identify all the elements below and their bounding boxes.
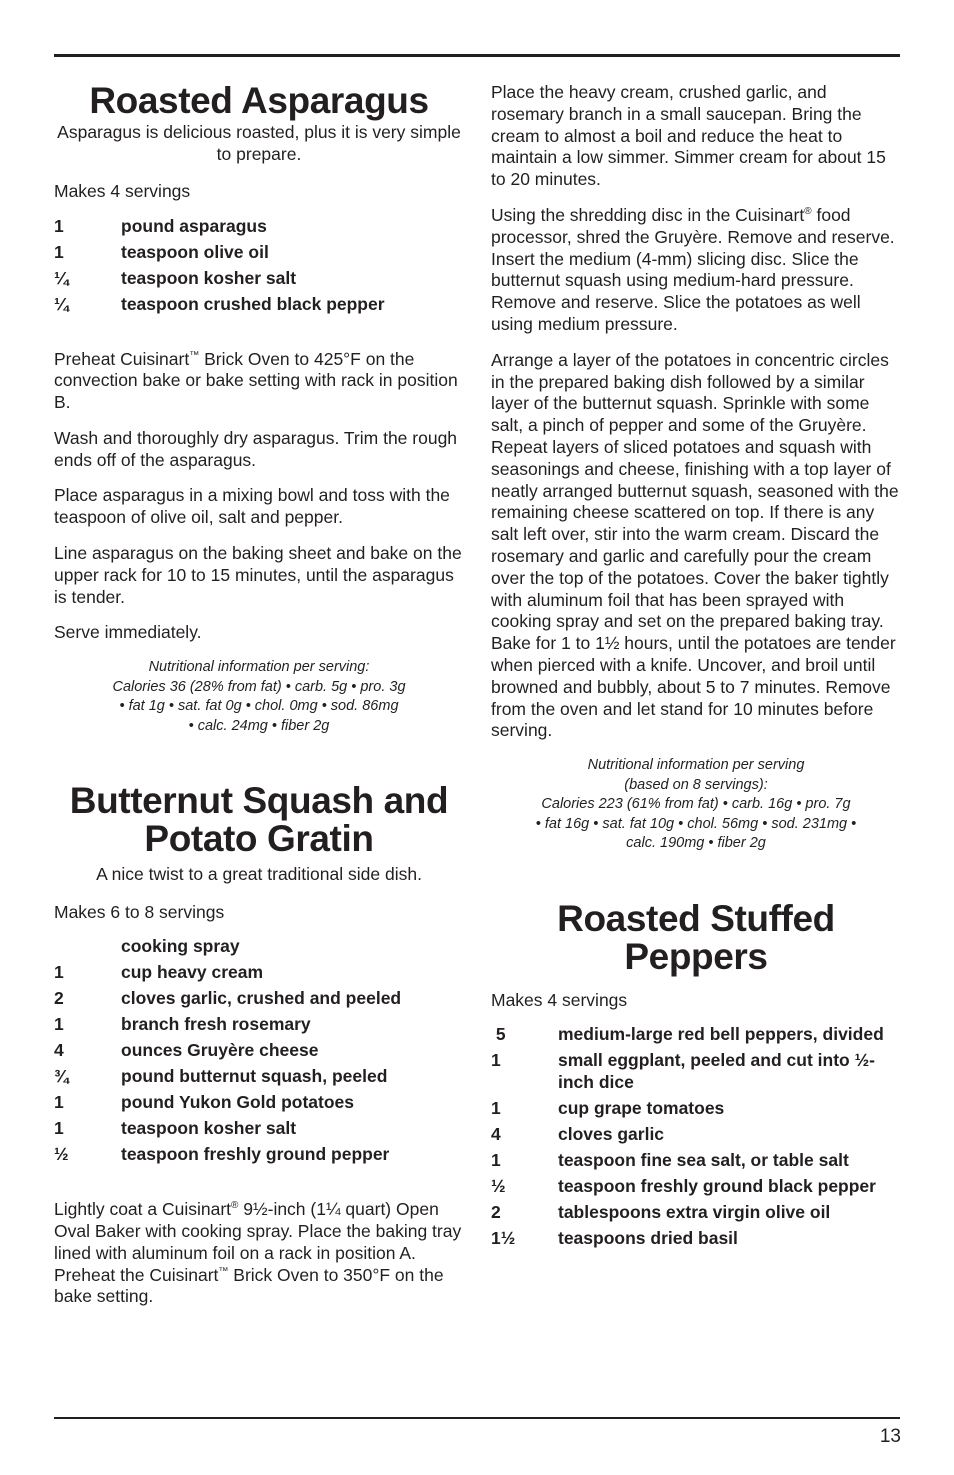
- servings: Makes 4 servings: [491, 989, 628, 1010]
- recipe-title: Roasted Asparagus: [89, 80, 429, 121]
- ingredient-item: pound butternut squash, peeled: [121, 1066, 388, 1087]
- ingredient-row: [491, 1227, 901, 1249]
- ingredient-item: pound Yukon Gold potatoes: [121, 1092, 355, 1113]
- ingredient-row: [54, 987, 464, 1009]
- ingredient-row: [491, 1023, 901, 1045]
- ingredient-row: [491, 1123, 901, 1145]
- ingredient-qty: 1: [54, 1118, 64, 1139]
- recipe-title: Roasted Stuffed Peppers: [557, 897, 835, 977]
- ingredient-qty: 1: [54, 215, 64, 236]
- recipe-butternut-squash-gratin: [54, 782, 464, 1308]
- ingredient-list: [491, 1023, 901, 1249]
- ingredient-qty: 1: [491, 1098, 501, 1119]
- top-rule: [54, 54, 900, 57]
- instruction-step: Using the shredding disc in the Cuisinart® food processor, shred the Gruyère. Remove and reserve. Insert the medium (4-mm) slicing disc. Slice the butternut squash using medium-hard pressure. Remove and reserve. Slice the potatoes as well using medium pressure.: [491, 204, 895, 334]
- ingredient-row: [491, 1149, 901, 1171]
- instruction-step: Serve immediately.: [54, 622, 202, 643]
- ingredient-qty: ½: [491, 1176, 506, 1197]
- ingredient-row: [491, 1201, 901, 1223]
- left-column: [54, 82, 464, 1322]
- ingredient-list: [54, 215, 464, 315]
- ingredient-row: [54, 1013, 464, 1035]
- ingredient-list: [54, 935, 464, 1165]
- ingredient-row: [491, 1049, 901, 1093]
- trademark-symbol: ™: [218, 1265, 229, 1277]
- servings: Makes 4 servings: [54, 181, 191, 201]
- ingredient-item: teaspoon freshly ground pepper: [121, 1144, 390, 1165]
- right-column: [491, 82, 901, 1253]
- ingredient-row: [54, 1039, 464, 1061]
- bottom-rule: [54, 1417, 900, 1419]
- ingredient-qty: ¼: [54, 267, 69, 288]
- ingredient-qty: 1: [54, 241, 64, 262]
- instruction-step: Place asparagus in a mixing bowl and toss with the teaspoon of olive oil, salt and pepper.: [54, 485, 450, 528]
- ingredient-qty: 1: [54, 1014, 64, 1035]
- ingredient-item: teaspoon olive oil: [121, 241, 269, 262]
- instruction-step: Preheat Cuisinart™ Brick Oven to 425°F on the convection bake or bake setting with rack in position B.: [54, 348, 458, 413]
- ingredient-item: teaspoon freshly ground black pepper: [558, 1176, 876, 1197]
- registered-symbol: ®: [804, 206, 812, 218]
- ingredient-item: cup grape tomatoes: [558, 1098, 725, 1119]
- ingredient-item: pound asparagus: [121, 215, 267, 236]
- trademark-symbol: ™: [189, 349, 200, 361]
- ingredient-qty: ¼: [54, 293, 69, 314]
- ingredient-row: [54, 1143, 464, 1165]
- ingredient-qty: 1½: [491, 1228, 516, 1249]
- recipe-title: Butternut Squash and Potato Gratin: [69, 780, 449, 860]
- ingredient-qty: ½: [54, 1144, 69, 1165]
- recipe-intro: A nice twist to a great traditional side dish.: [96, 864, 422, 885]
- ingredient-row: [54, 1065, 464, 1087]
- ingredient-qty: 1: [54, 1092, 64, 1113]
- ingredient-item: small eggplant, peeled and cut into ½-inch dice: [558, 1050, 875, 1093]
- recipe-roasted-asparagus: [54, 82, 464, 736]
- ingredient-row: [54, 961, 464, 983]
- ingredient-row: [54, 1117, 464, 1139]
- ingredient-item: cloves garlic: [558, 1124, 665, 1145]
- instruction-step: Wash and thoroughly dry asparagus. Trim the rough ends off of the asparagus.: [54, 427, 458, 470]
- ingredient-item: teaspoon kosher salt: [121, 1118, 297, 1139]
- page-number: 13: [879, 1426, 901, 1447]
- ingredient-row: [54, 215, 464, 237]
- servings: Makes 6 to 8 servings: [54, 901, 225, 922]
- ingredient-qty: 4: [54, 1040, 64, 1061]
- recipe-intro: Asparagus is delicious roasted, plus it is very simple to prepare.: [57, 122, 461, 164]
- ingredient-item: teaspoons dried basil: [558, 1228, 738, 1249]
- ingredient-item: cup heavy cream: [121, 962, 264, 983]
- ingredient-qty: [54, 935, 121, 957]
- nutrition-info: Nutritional information per serving: Calories 36 (28% from fat) • carb. 5g • pro. 3g • fat 1g • sat. fat 0g • chol. 0mg • sod. 86mg • calc. 24mg • fiber 2g: [112, 659, 406, 734]
- ingredient-item: teaspoon fine sea salt, or table salt: [558, 1150, 849, 1171]
- ingredient-row: [54, 267, 464, 289]
- ingredient-row: [491, 1175, 901, 1197]
- registered-symbol: ®: [231, 1200, 239, 1212]
- ingredient-qty: 1: [491, 1150, 501, 1171]
- ingredient-item: tablespoons extra virgin olive oil: [558, 1202, 831, 1223]
- instruction-step: Lightly coat a Cuisinart® 9½-inch (1¼ quart) Open Oval Baker with cooking spray. Place the baking tray lined with aluminum foil on a rack in position A. Preheat the Cuisinart™ Brick Oven to 350°F on the bake setting.: [54, 1199, 462, 1307]
- ingredient-row: [54, 293, 464, 315]
- recipe-roasted-stuffed-peppers: [491, 897, 901, 1250]
- ingredient-item: teaspoon crushed black pepper: [121, 293, 385, 314]
- ingredient-qty: 2: [491, 1202, 501, 1223]
- instruction-step: Place the heavy cream, crushed garlic, and rosemary branch in a small saucepan. Bring the cream to almost a boil and reduce the heat to maintain a low simmer. Simmer cream for about 15 to 20 minutes.: [491, 82, 886, 190]
- ingredient-item: ounces Gruyère cheese: [121, 1040, 319, 1061]
- ingredient-item: medium-large red bell peppers, divided: [558, 1024, 884, 1045]
- ingredient-item: cooking spray: [121, 936, 240, 957]
- ingredient-row: [54, 1091, 464, 1113]
- ingredient-row: [54, 935, 464, 957]
- ingredient-qty: 1: [491, 1050, 501, 1071]
- ingredient-qty: 1: [54, 962, 64, 983]
- ingredient-item: teaspoon kosher salt: [121, 267, 297, 288]
- ingredient-item: cloves garlic, crushed and peeled: [121, 988, 402, 1009]
- ingredient-qty: 5: [491, 1024, 506, 1045]
- instruction-step: Arrange a layer of the potatoes in concentric circles in the prepared baking dish followed by a similar layer of the butternut squash. Sprinkle with some salt, a pinch of pepper and some of the Gruyère. Repeat layers of sliced potatoes and squash with seasonings and cheese, finishing with a top layer of neatly arranged butternut squash, seasoned with the remaining cheese scattered on top. If there is any salt left over, stir into the warm cream. Discard the rosemary and garlic and carefully pour the cream over the top of the potatoes. Cover the baker tightly with aluminum foil that has been sprayed with cooking spray and set on the prepared baking tray. Bake for 1 to 1½ hours, until the potatoes are tender when pierced with a knife. Uncover, and broil until browned and bubbly, about 5 to 7 minutes. Remove from the oven and let stand for 10 minutes before serving.: [491, 349, 899, 741]
- instruction-step: Line asparagus on the baking sheet and bake on the upper rack for 10 to 15 minutes, until the asparagus is tender.: [54, 543, 462, 607]
- ingredient-item: branch fresh rosemary: [121, 1014, 311, 1035]
- nutrition-info: Nutritional information per serving (based on 8 servings): Calories 223 (61% from fat) • carb. 16g • pro. 7g • fat 16g • sat. fat 10g • chol. 56mg • sod. 231mg • calc. 190mg • fiber 2g: [535, 757, 857, 852]
- ingredient-qty: 4: [491, 1124, 501, 1145]
- ingredient-row: [491, 1097, 901, 1119]
- ingredient-qty: ¾: [54, 1066, 69, 1087]
- ingredient-qty: 2: [54, 988, 64, 1009]
- ingredient-row: [54, 241, 464, 263]
